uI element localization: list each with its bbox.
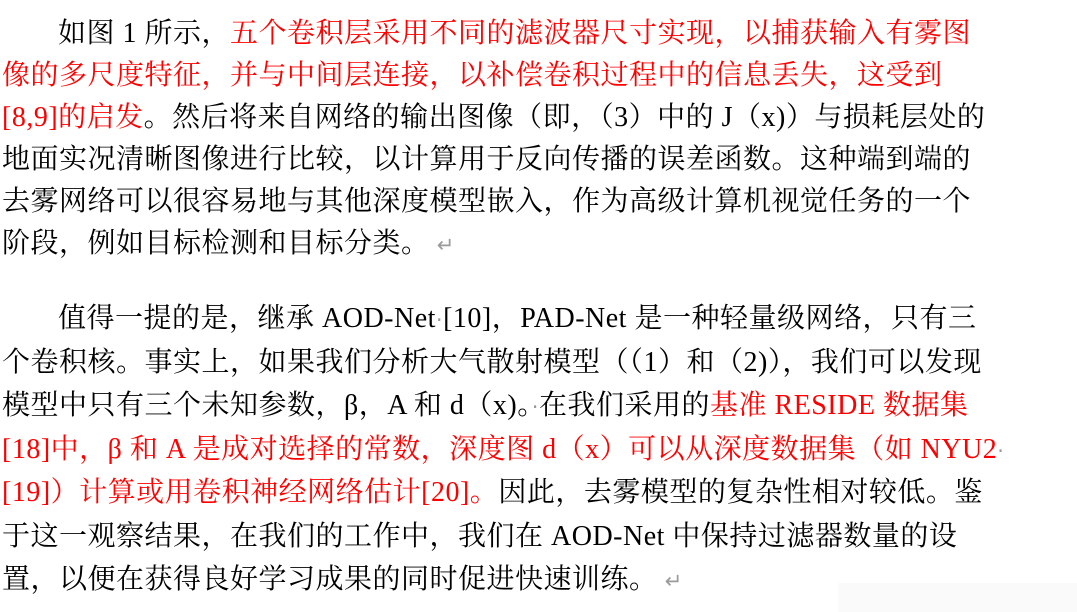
- formatting-mark: ↵: [429, 233, 455, 257]
- paragraph-2: [2, 297, 1073, 602]
- formatting-mark: ·: [997, 438, 1005, 463]
- revised-text-run: 基准 RESIDE 数据集: [709, 390, 969, 421]
- text-run: 阶段，例如目标检测和目标分类。: [2, 228, 430, 259]
- text-line: [2, 297, 1073, 341]
- formatting-mark: ↵: [657, 569, 683, 593]
- text-line: [2, 181, 1073, 223]
- formatting-mark: ·: [435, 308, 444, 332]
- revised-text-run: [19]）计算或用卷积神经网络估计[20]。: [2, 477, 499, 508]
- text-line: [2, 55, 1073, 97]
- text-run: 因此，去雾模型的复杂性相对较低。鉴: [498, 477, 983, 508]
- text-line: [2, 139, 1073, 181]
- text-line: [2, 515, 1073, 559]
- revised-text-run: 像的多尺度特征，并与中间层连接，以补偿卷积过程中的信息丢失，这受到: [2, 60, 943, 91]
- text-run: 个卷积核。事实上，如果我们分析大气散射模型（（1）和（2)），我们可以发现: [2, 346, 982, 378]
- text-line: [2, 471, 1073, 515]
- formatting-mark: ·: [531, 395, 539, 419]
- text-run: 于这一观察结果，在我们的工作中，我们在 AOD-Net 中保持过滤器数量的设: [2, 520, 958, 552]
- paragraph-1: [2, 13, 1073, 265]
- revised-text-run: [8,9]的启发: [2, 102, 144, 133]
- text-run: 在我们采用的: [538, 390, 710, 421]
- text-run: 值得一提的是，继承 AOD-Net: [58, 303, 436, 334]
- revised-text-run: 五个卷积层采用不同的滤波器尺寸实现，以捕获输入有雾图: [230, 18, 972, 49]
- document-text-body[interactable]: [2, 13, 1073, 602]
- text-run: 置，以便在获得良好学习成果的同时促进快速训练。: [2, 564, 658, 595]
- text-line: [2, 341, 1073, 385]
- text-run: 地面实况清晰图像进行比较，以计算用于反向传播的误差函数。这种端到端的: [2, 144, 972, 175]
- text-run: 模型中只有三个未知参数，β，A 和 d（x)。: [2, 390, 532, 421]
- text-run: 。然后将来自网络的输出图像（即，（3）中的 J（x)）与损耗层处的: [143, 102, 986, 133]
- page-edge-shadow: [838, 583, 1077, 612]
- text-run: 去雾网络可以很容易地与其他深度模型嵌入，作为高级计算机视觉任务的一个: [2, 186, 972, 217]
- text-run: 如图 1 所示，: [58, 18, 231, 49]
- revised-text-run: [18]中，β 和 A 是成对选择的常数，深度图 d（x）可以从深度数据集（如 NYU2: [2, 433, 998, 465]
- text-line: [2, 97, 1073, 139]
- text-line: [2, 384, 1073, 428]
- text-line: [2, 223, 1073, 265]
- text-run: [10]，PAD-Net 是一种轻量级网络，只有三: [443, 303, 977, 334]
- text-line: [2, 13, 1073, 55]
- text-line: [2, 428, 1073, 472]
